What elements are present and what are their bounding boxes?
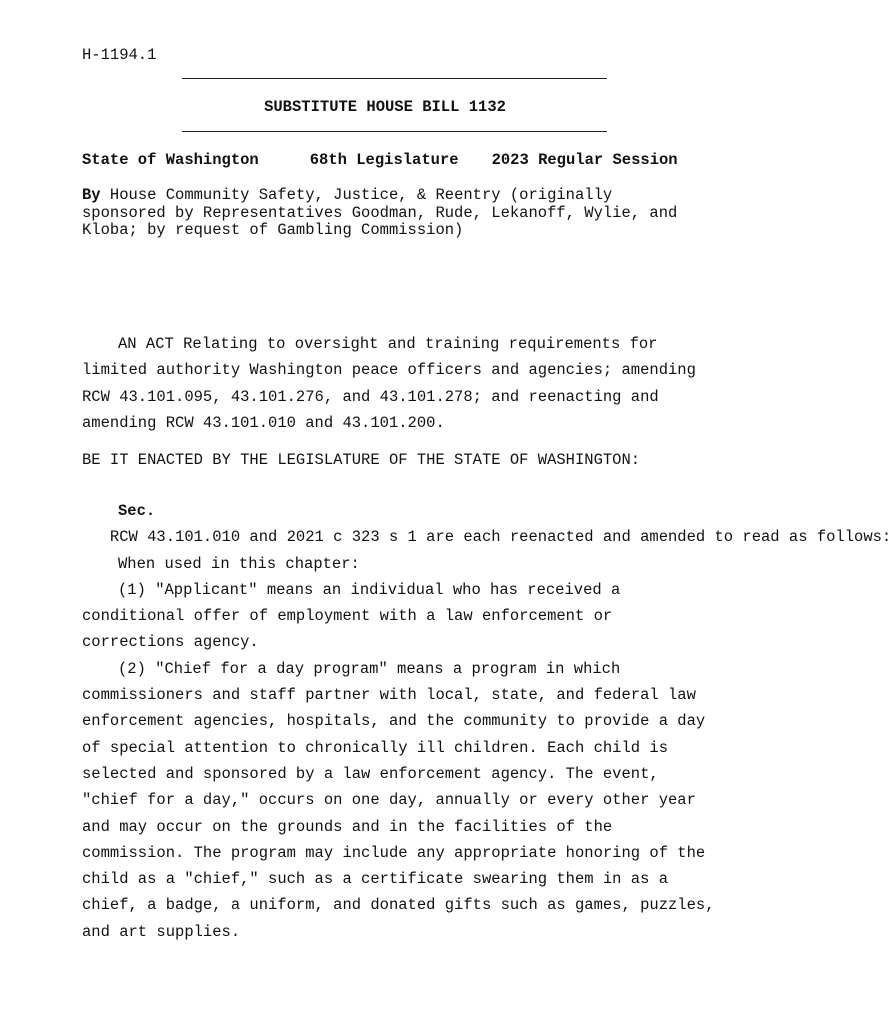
session-line	[82, 151, 678, 169]
title-rule-bottom	[182, 131, 607, 132]
sponsor-by-label: By	[82, 186, 101, 204]
section-intro: When used in this chapter:	[118, 554, 360, 573]
act-title-block	[82, 331, 722, 436]
section-heading	[82, 498, 891, 551]
enacting-clause: BE IT ENACTED BY THE LEGISLATURE OF THE STATE OF WASHINGTON:	[82, 451, 641, 469]
sponsor-text: House Community Safety, Justice, & Reentry (originally sponsored by Representatives Goodman, Rude, Lekanoff, Wylie, and Kloba; by request of Gambling Commission)	[82, 186, 678, 239]
title-rule-top	[182, 78, 607, 79]
bill-id: H-1194.1	[82, 46, 157, 64]
act-title: AN ACT Relating to oversight and training requirements for limited authority Washington peace officers and agencies; amending RCW 43.101.095, 43.101.276, and 43.101.278; and reenacting and amending RCW 43.101.010 and 43.101.200.	[82, 335, 696, 432]
session-name: 2023 Regular Session	[491, 151, 678, 169]
definition-1: (1) "Applicant" means an individual who has received a conditional offer of employment with a law enforcement or corrections agency.	[82, 580, 621, 652]
bill-title: SUBSTITUTE HOUSE BILL 1132	[264, 98, 506, 116]
session-state: State of Washington	[82, 151, 259, 169]
sponsor-block	[82, 187, 702, 240]
section-label: Sec.	[118, 502, 156, 520]
section-block	[82, 498, 891, 945]
session-legislature: 68th Legislature	[309, 151, 459, 169]
section-heading-text: RCW 43.101.010 and 2021 c 323 s 1 are each reenacted and amended to read as follows:	[82, 528, 891, 547]
definition-2: (2) "Chief for a day program" means a program in which commissioners and staff partner with local, state, and federal law enforcement agencies, hospitals, and the community to provide a day of special attention to chronically ill children. Each child is selected and sponsored by a law enforcement agency. The event, "chief for a day," occurs on one day, annually or every other year and may occur on the grounds and in the facilities of the commission. The program may include any appropriate honoring of the child as a "chief," such as a certificate swearing them in as a chief, a badge, a uniform, and donated gifts such as games, puzzles, and art supplies.	[82, 659, 715, 941]
